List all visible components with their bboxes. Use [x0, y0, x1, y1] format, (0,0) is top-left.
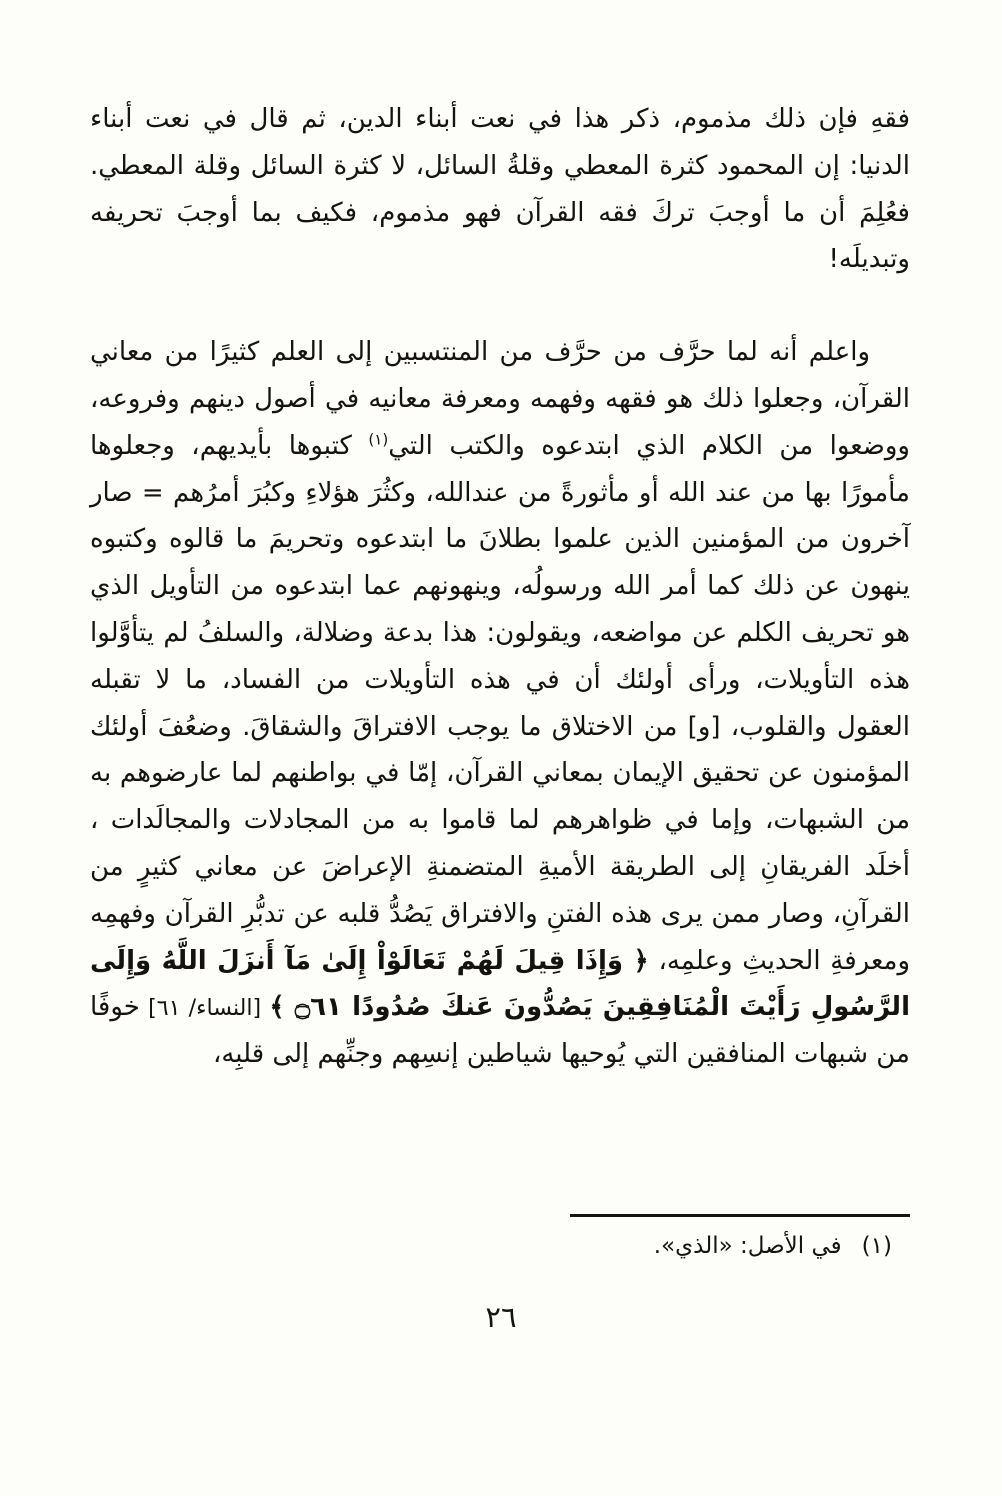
- footnote-separator: [570, 1214, 910, 1217]
- page-body-text: [90, 96, 910, 1078]
- quran-verse: ﴿ وَإِذَا قِيلَ لَهُمْ تَعَالَوْاْ إِلَىٰ مَآ أَنزَلَ اللَّهُ وَإِلَى الرَّسُولِ رَأَيْتَ الْمُنَافِقِينَ يَصُدُّونَ عَنكَ صُدُودًا ۝٦١ ﴾: [90, 945, 910, 1023]
- paragraph-main: [90, 329, 910, 1078]
- page-number: ٢٦: [485, 1300, 517, 1334]
- paragraph-continuation: فقهِ فإن ذلك مذموم، ذكر هذا في نعت أبناء الدين، ثم قال في نعت أبناء الدنيا: إن المحمود كثرة المعطي وقلةُ السائل، لا كثرة السائل وقلة المعطي. فعُلِمَ أن ما أوجبَ تركَ فقه القرآن فهو مذموم، فكيف بما أوجبَ تحريفه وتبديلَه!: [90, 104, 910, 275]
- verse-reference: [النساء/ ٦١]: [139, 995, 270, 1022]
- paragraph-text: واعلم أنه لما حرَّف من حرَّف من المنتسبين إلى العلم كثيرًا من معاني القرآن، وجعلوا ذلك هو فقهه وفهمه ومعرفة معانيه في أصول دينهم وفروعه، ووضعوا من الكلام الذي ابتدعوه والكتب التي: [90, 337, 910, 461]
- paragraph-text: خوفًا من شبهات المنافقين التي يُوحيها شياطين إنسِهم وجنِّهم إلى قلبِه،: [90, 992, 910, 1070]
- footnote-marker-inline: (١): [368, 430, 389, 449]
- footnote: [90, 1233, 910, 1259]
- paragraph-text: كتبوها بأيديهم، وجعلوها مأمورًا بها من عند الله أو مأثورةً من عندالله، وكثُرَ هؤلاءِ وكبُرَ أمرُهم = صار آخرون من المؤمنين الذين علموا بطلانَ ما ابتدعوه وتحريمَ ما قالوه وكتبوه ينهون عن ذلك كما أمر الله ورسولُه، وينهونهم عما ابتدعوه من التأويل الذي هو تحريف الكلم عن مواضعه، ويقولون: هذا بدعة وضلالة، والسلفُ لم يتأوَّلوا هذه التأويلات، ورأى أولئك أن في هذه التأويلات من الفساد، ما لا تقبله العقول والقلوب، [و] من الاختلاق ما يوجب الافتراقَ والشقاقَ. وضعُفَ أولئك المؤمنون عن تحقيق الإيمان بمعاني القرآن، إمّا في بواطنهم لما عارضوهم به من الشبهات، وإما في ظواهرهم لما قاموا به من المجادلات والمجالَدات ، أخلَد الفريقانِ إلى الطريقة الأميةِ المتضمنةِ الإعراضَ عن معاني كثيرٍ من القرآنِ، وصار ممن يرى هذه الفتنِ والافتراق يَصُدُّ قلبه عن تدبُّرِ القرآن وفهمِه ومعرفةِ الحديثِ وعلمِه،: [90, 430, 910, 976]
- footnote-number: (١): [861, 1233, 892, 1259]
- footnote-text: في الأصل: «الذي».: [653, 1233, 842, 1259]
- footnote-area: [90, 1214, 910, 1259]
